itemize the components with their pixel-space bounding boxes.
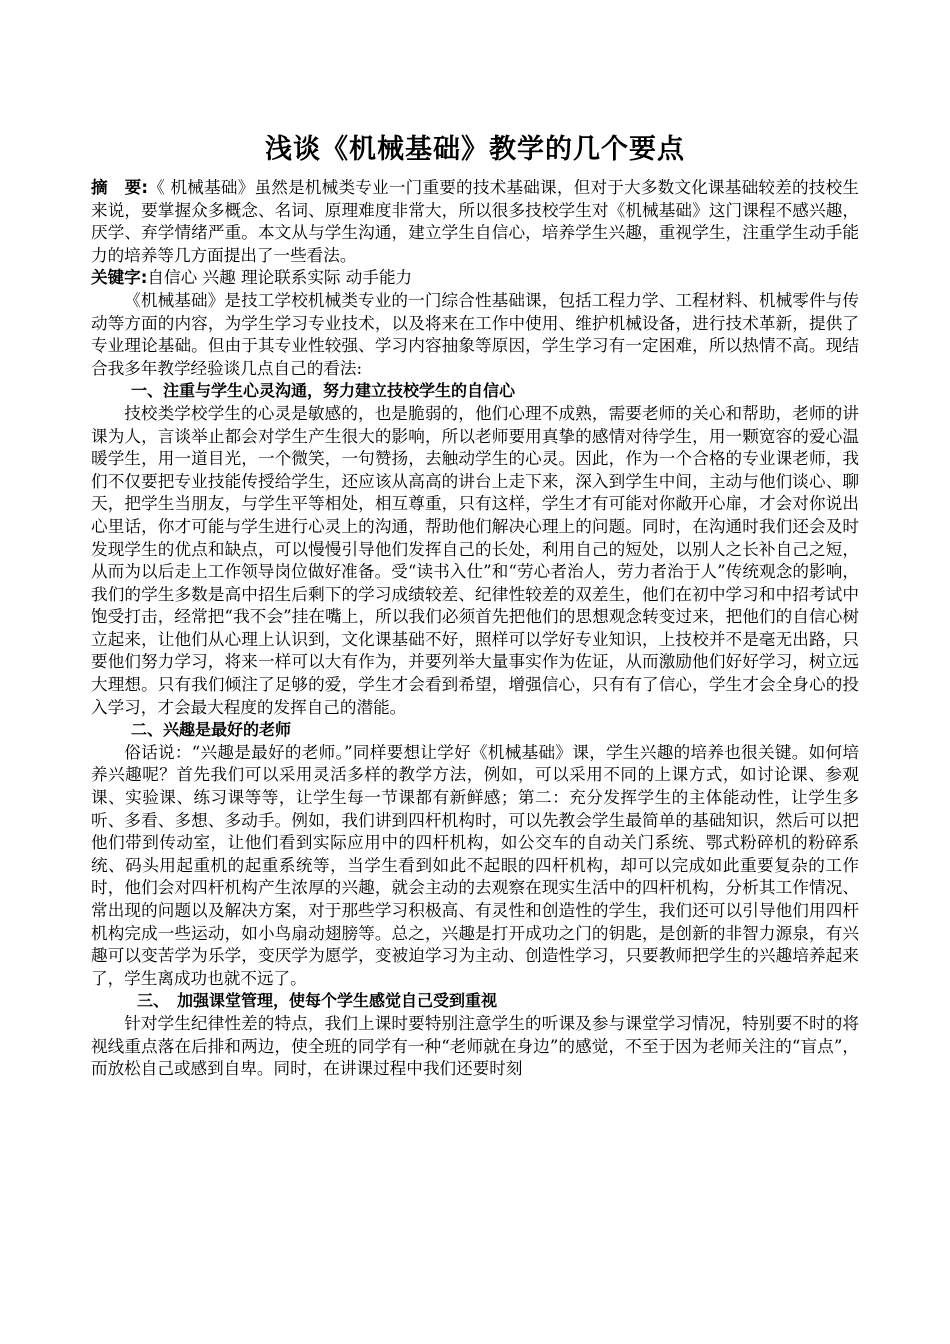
keywords-text: 自信心 兴趣 理论联系实际 动手能力 (147, 268, 413, 288)
document-page (91, 127, 859, 1081)
abstract-label: 摘 要: (91, 178, 149, 197)
section-body-1: 技校类学校学生的心灵是敏感的，也是脆弱的，他们心理不成熟，需要老师的关心和帮助，老师的讲课为人，言谈举止都会对学生产生很大的影响，所以老师要用真挚的感情对待学生，用一颗宽容的爱心温暖学生，用一道目光，一个微笑，一句赞扬，去触动学生的心灵。因此，作为一个合格的专业课老师，我们不仅要把专业技能传授给学生，还应该从高高的讲台上走下来，深入到学生中间，主动与他们谈心、聊天，把学生当朋友，与学生平等相处，相互尊重，只有这样，学生才有可能对你敞开心扉，才会对你说出心里话，你才可能与学生进行心灵上的沟通，帮助他们解决心理上的问题。同时，在沟通时我们还会及时发现学生的优点和缺点，可以慢慢引导他们发挥自己的长处，利用自己的短处，以别人之长补自己之短，从而为以后走上工作领导岗位做好准备。受“读书入仕”和“劳心者治人，劳力者治于人”传统观念的影响，我们的学生多数是高中招生后剩下的学习成绩较差、纪律性较差的双差生，他们在初中学习和中招考试中饱受打击，经常把“我不会”挂在嘴上，所以我们必须首先把他们的思想观念转变过来，把他们的自信心树立起来，让他们从心理上认识到，文化课基础不好，照样可以学好专业知识，上技校并不是毫无出路，只要他们努力学习，将来一样可以大有作为，并要列举大量事实作为佐证，从而激励他们好好学习，树立远大理想。只有我们倾注了足够的爱，学生才会看到希望，增强信心，只有有了信心，学生才会全身心的投入学习，才会最大程度的发挥自己的潜能。 (91, 403, 859, 717)
keywords-paragraph (91, 267, 859, 290)
keywords-label: 关键字: (91, 268, 148, 288)
section-body-2: 俗话说：“兴趣是最好的老师。”同样要想让学好《机械基础》课，学生兴趣的培养也很关键。如何培养兴趣呢？首先我们可以采用灵活多样的教学方法，例如，可以采用不同的上课方式，如讨论课、参观课、实验课、练习课等等，让学生每一节课都有新鲜感；第二：充分发挥学生的主体能动性，让学生多听、多看、多想、多动手。例如，我们讲到四杆机构时，可以先教会学生最简单的基础知识，然后可以把他们带到传动室，让他们看到实际应用中的四杆机构，如公交车的自动关门系统、鄂式粉碎机的粉碎系统、码头用起重机的起重系统等，当学生看到如此不起眼的四杆机构，却可以完成如此重要复杂的工作时，他们会对四杆机构产生浓厚的兴趣，就会主动的去观察在现实生活中的四杆机构，分析其工作情况、常出现的问题以及解决方案，对于那些学习积极高、有灵性和创造性的学生，我们还可以引导他们用四杆机构完成一些运动，如小鸟扇动翅膀等。总之，兴趣是打开成功之门的钥匙，是创新的非智力源泉，有兴趣可以变苦学为乐学，变厌学为愿学，变被迫学习为主动、创造性学习，只要教师把学生的兴趣培养起来了，学生离成功也就不远了。 (91, 742, 859, 988)
abstract-text: 《 机械基础》虽然是机械类专业一门重要的技术基础课，但对于大多数文化课基础较差的技校生来说，要掌握众多概念、名词、原理难度非常大，所以很多技校学生对《机械基础》这门课程不感兴趣，厌学、弃学情绪严重。本文从与学生沟通，建立学生自信心，培养学生兴趣，重视学生，注重学生动手能力的培养等几方面提出了一些看法。 (91, 178, 859, 265)
document-title: 浅谈《机械基础》教学的几个要点 (265, 134, 685, 165)
section-heading-1: 一、注重与学生心灵沟通，努力建立技校学生的自信心 (131, 381, 516, 401)
section-body-3: 针对学生纪律性差的特点，我们上课时要特别注意学生的听课及参与课堂学习情况，特别要不时的将视线重点落在后排和两边，使全班的同学有一种“老师就在身边”的感觉，不至于因为老师关注的“盲点”，而放松自己或感到自卑。同时，在讲课过程中我们还要时刻 (91, 1013, 859, 1079)
abstract-paragraph (91, 177, 859, 267)
section-heading-2: 二、兴趣是最好的老师 (131, 720, 292, 740)
intro-paragraph: 《机械基础》是技工学校机械类专业的一门综合性基础课，包括工程力学、工程材料、机械零件与传动等方面的内容，为学生学习专业技术，以及将来在工作中使用、维护机械设备，进行技术革新，提供了专业理论基础。但由于其专业性较强、学习内容抽象等原因，学生学习有一定困难，所以热情不高。现结合我多年教学经验谈几点自己的看法: (91, 290, 859, 378)
section-heading-3: 三、 加强课堂管理，使每个学生感觉自己受到重视 (137, 991, 498, 1011)
